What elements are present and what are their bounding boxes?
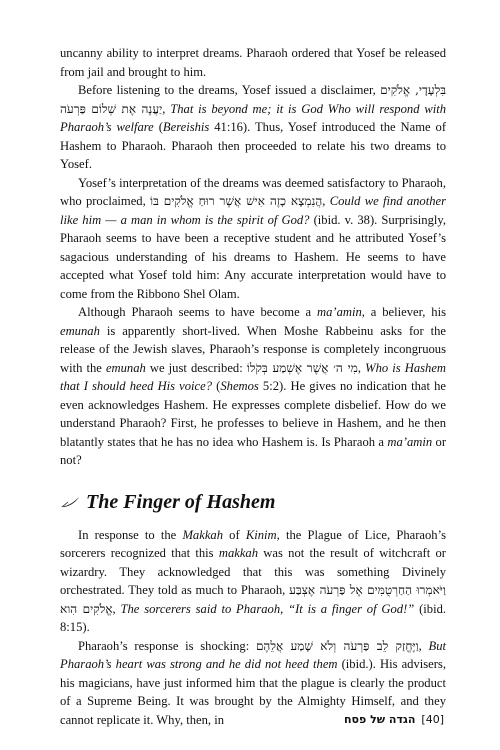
hebrew-quote: וַיֹּאמְרוּ הַחַרְטֻמִּים אֶל פַּרְעֹה אֶצְבַּע אֱלֹקִים הִוא (60, 583, 446, 616)
section-heading (60, 490, 446, 514)
page-number: [40] (421, 713, 444, 726)
page-footer (344, 713, 444, 726)
text-run: of (223, 527, 246, 542)
text-run: , (357, 360, 366, 375)
italic-run: Could we find another like him — a man in whom is the spirit of God? (60, 194, 447, 227)
text-run: , (112, 601, 121, 616)
hebrew-quote: מִי ה׳ אֲשֶׁר אֶשְׁמַע בְּקֹלוֹ (246, 360, 358, 375)
text-run: (ibid. 8:15). (60, 601, 447, 634)
italic-run: ma’amin (387, 434, 433, 449)
italic-run: emunah (105, 360, 146, 375)
text-run: ( (153, 120, 163, 134)
italic-run: Bereishis (162, 120, 210, 134)
italic-run: But Pharaoh’s heart was strong and he did not heed them (60, 638, 447, 671)
text-run: , the Plague of Lice, Pharaoh’s sorcerers recognized that this (60, 527, 446, 560)
page-body (60, 44, 446, 729)
text-run: , (418, 638, 429, 653)
italic-run: emunah (60, 323, 100, 338)
hebrew-quote: בִּלְעָדָי, אֱלֹקִים יַעֲנֶה אֶת שְׁלוֹם פַּרְעֹה (60, 83, 446, 116)
hebrew-quote: הֲנִמְצָא כָזֶה אִישׁ אֲשֶׁר רוּחַ אֱלֹקִים בּוֹ (150, 194, 323, 208)
quill-ornament-icon (60, 495, 80, 509)
text-run: In response to the (78, 527, 183, 542)
text-run: , (322, 194, 330, 208)
text-run: ( (212, 379, 221, 393)
text-run: Although Pharaoh seems to have become a (78, 305, 317, 319)
text-run: (ibid.). His advisers, his magicians, have just informed him that the plague is clearly the product of a Supreme Being. It was brought by the Almighty Himself, and they cannot replicate it. Why, then, in (60, 657, 446, 727)
text-run: we just described: (145, 360, 247, 375)
paragraph (60, 174, 446, 304)
italic-run: Makkah (182, 527, 223, 542)
text-run: 5:2). He gives no indication that he even acknowledges Hashem. He expresses complete disbelief. How do we understand Pharaoh? First, he professes to believe in Hashem, and he then blatantly states that he has no idea who Hashem is. Is Pharaoh a (60, 379, 446, 449)
text-run: 41:16). Thus, Yosef introduced the Name of Hashem to Pharaoh. Pharaoh then proceeded to relate his two dreams to Yosef. (60, 120, 447, 171)
body-text-section (60, 44, 446, 470)
paragraph (60, 303, 446, 470)
italic-run: makkah (218, 546, 259, 560)
text-run: Yosef’s interpretation of the dreams was deemed satisfactory to Pharaoh, who proclaimed, (60, 175, 446, 208)
text-run: or not? (60, 434, 447, 467)
paragraph (60, 526, 446, 637)
body-text-section (60, 526, 446, 730)
text-run: uncanny ability to interpret dreams. Pharaoh ordered that Yosef be released from jail and brought to him. (60, 46, 446, 79)
italic-run: Who is Hashem that I should heed His voice? (60, 360, 447, 393)
book-title: הגדה של פסח (343, 713, 416, 726)
section-heading-text: The Finger of Hashem (86, 490, 276, 513)
text-run: is apparently short-lived. When Moshe Rabbeinu asks for the release of the Jewish slaves, Pharaoh’s response is completely incongruous with the (60, 323, 446, 375)
text-run: Before listening to the dreams, Yosef issued a disclaimer, (78, 83, 381, 97)
text-run: , a believer, his (361, 305, 446, 319)
text-run: was not the result of witchcraft or wizardry. They acknowledged that this was something Divinely orchestrated. They told as much to Pharaoh, (60, 546, 446, 597)
italic-run: Shemos (220, 379, 259, 393)
paragraph (60, 44, 446, 81)
hebrew-quote: וַיֶּחֱזַק לֵב פַּרְעֹה וְלֹא שָׁמַע אֲלֵהֶם (255, 638, 419, 653)
text-run: Pharaoh’s response is shocking: (78, 638, 256, 653)
italic-run: The sorcerers said to Pharaoh, “It is a finger of God!” (120, 601, 415, 616)
italic-run: That is beyond me; it is God Who will respond with Pharaoh’s welfare (60, 101, 447, 134)
text-run: (ibid. v. 38). Surprisingly, Pharaoh seems to have been a receptive student and he attributed Yosef’s sagacious understanding of his dreams to Hashem. He seems to have accepted what Yosef told him: Any accurate interpretation would have to come from the Ribbono Shel Olam. (60, 212, 446, 301)
paragraph (60, 81, 446, 174)
text-run: , (162, 101, 171, 116)
italic-run: ma’amin (316, 305, 362, 319)
italic-run: Kinim (245, 527, 277, 542)
